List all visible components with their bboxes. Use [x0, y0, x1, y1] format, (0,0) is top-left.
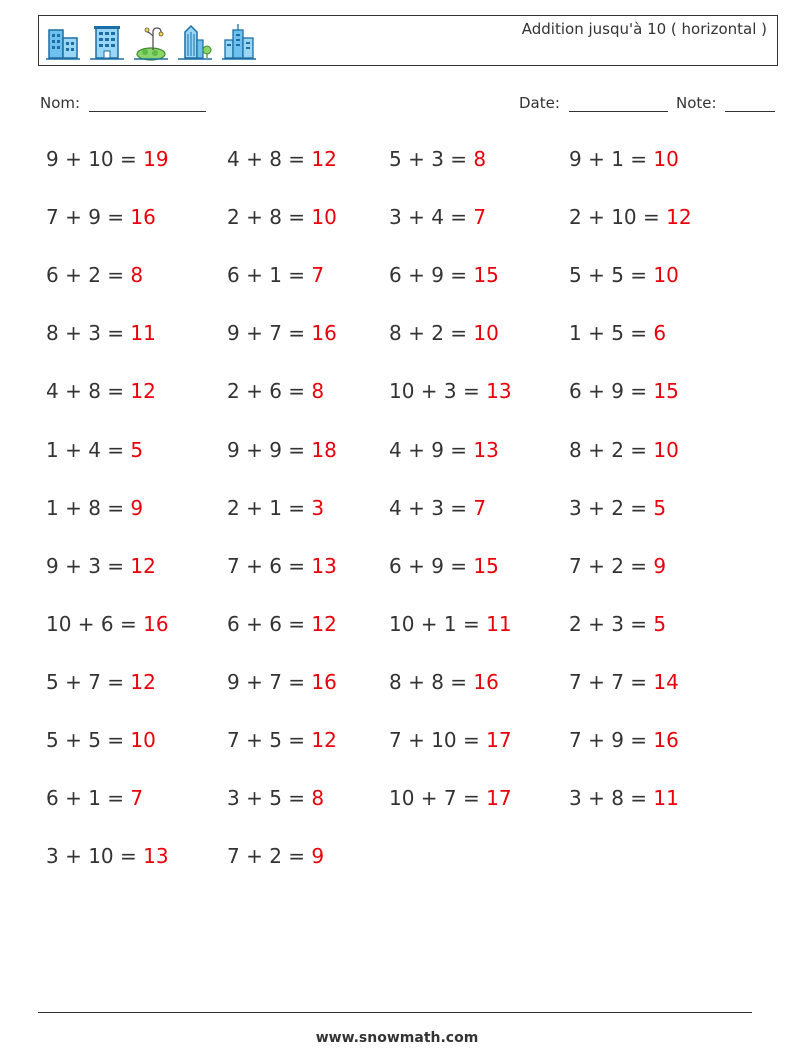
problem-item	[569, 438, 679, 462]
name-label: Nom:	[40, 94, 81, 112]
park-lamp-icon	[133, 22, 169, 62]
problem-answer: 19	[143, 147, 169, 171]
problem-item	[389, 379, 512, 403]
problem-answer: 8	[311, 786, 325, 810]
problem-item	[389, 728, 512, 752]
problem-answer: 16	[130, 205, 156, 229]
problem-item	[389, 496, 486, 520]
problem-answer: 12	[130, 554, 156, 578]
problem-answer: 10	[130, 728, 156, 752]
problem-item	[389, 786, 512, 810]
problem-item	[569, 205, 692, 229]
problem-question: 10 + 3 =	[389, 379, 487, 403]
problem-question: 9 + 7 =	[227, 670, 312, 694]
problem-item	[569, 263, 679, 287]
problem-question: 6 + 6 =	[227, 612, 312, 636]
problem-answer: 12	[311, 728, 337, 752]
problem-question: 8 + 8 =	[389, 670, 474, 694]
problem-item	[569, 670, 679, 694]
problem-question: 10 + 1 =	[389, 612, 487, 636]
footer-url: www.snowmath.com	[315, 1030, 479, 1046]
problem-question: 7 + 7 =	[569, 670, 654, 694]
problem-question: 4 + 9 =	[389, 438, 474, 462]
problem-answer: 10	[473, 321, 499, 345]
problem-item	[46, 670, 156, 694]
problem-question: 9 + 9 =	[227, 438, 312, 462]
problem-item	[227, 554, 337, 578]
problem-item	[227, 263, 324, 287]
problem-answer: 10	[653, 147, 679, 171]
problem-answer: 17	[486, 728, 512, 752]
problem-answer: 12	[130, 670, 156, 694]
problem-question: 8 + 2 =	[389, 321, 474, 345]
problem-question: 7 + 2 =	[227, 844, 312, 868]
problem-question: 5 + 5 =	[46, 728, 131, 752]
problem-item	[389, 205, 486, 229]
problem-question: 6 + 9 =	[389, 263, 474, 287]
problem-answer: 16	[653, 728, 679, 752]
problem-answer: 5	[653, 496, 667, 520]
problem-item	[227, 438, 337, 462]
problem-item	[569, 147, 679, 171]
problem-item	[227, 670, 337, 694]
problem-answer: 7	[473, 205, 487, 229]
icon-strip	[45, 22, 257, 62]
problem-answer: 8	[130, 263, 144, 287]
problem-question: 5 + 7 =	[46, 670, 131, 694]
problem-question: 2 + 10 =	[569, 205, 667, 229]
problem-item	[227, 321, 337, 345]
problem-answer: 12	[311, 612, 337, 636]
problem-answer: 10	[653, 438, 679, 462]
name-blank[interactable]	[89, 97, 206, 112]
problem-item	[569, 321, 666, 345]
problem-question: 7 + 2 =	[569, 554, 654, 578]
problem-item	[389, 263, 499, 287]
problem-question: 9 + 10 =	[46, 147, 144, 171]
problem-item	[46, 786, 143, 810]
problem-question: 1 + 5 =	[569, 321, 654, 345]
problem-question: 9 + 3 =	[46, 554, 131, 578]
problem-answer: 13	[473, 438, 499, 462]
problem-answer: 7	[311, 263, 325, 287]
problem-item	[46, 554, 156, 578]
note-blank[interactable]	[725, 97, 775, 112]
problem-item	[46, 263, 143, 287]
problem-item	[46, 147, 169, 171]
problem-answer: 7	[130, 786, 144, 810]
problem-question: 10 + 7 =	[389, 786, 487, 810]
problem-question: 7 + 5 =	[227, 728, 312, 752]
problem-question: 7 + 9 =	[569, 728, 654, 752]
apartment-building-icon	[89, 22, 125, 62]
problem-item	[227, 379, 324, 403]
problem-question: 4 + 8 =	[46, 379, 131, 403]
problem-item	[389, 438, 499, 462]
problem-question: 2 + 6 =	[227, 379, 312, 403]
problem-answer: 16	[473, 670, 499, 694]
problem-item	[389, 147, 486, 171]
problem-item	[227, 205, 337, 229]
problem-item	[46, 612, 169, 636]
problem-answer: 15	[473, 554, 499, 578]
problem-question: 6 + 1 =	[46, 786, 131, 810]
problem-item	[569, 728, 679, 752]
problem-answer: 18	[311, 438, 337, 462]
problem-question: 8 + 2 =	[569, 438, 654, 462]
date-blank[interactable]	[569, 97, 668, 112]
worksheet-title: Addition jusqu'à 10 ( horizontal )	[521, 20, 767, 38]
problem-item	[227, 844, 324, 868]
problem-answer: 7	[473, 496, 487, 520]
problem-question: 6 + 9 =	[569, 379, 654, 403]
problem-question: 3 + 10 =	[46, 844, 144, 868]
problem-question: 3 + 4 =	[389, 205, 474, 229]
problem-question: 1 + 8 =	[46, 496, 131, 520]
problem-answer: 10	[653, 263, 679, 287]
problem-question: 9 + 1 =	[569, 147, 654, 171]
note-field	[676, 94, 775, 112]
city-buildings-icon	[221, 22, 257, 62]
problem-answer: 15	[473, 263, 499, 287]
problem-answer: 10	[311, 205, 337, 229]
problem-item	[46, 438, 143, 462]
problem-item	[389, 321, 499, 345]
problem-answer: 16	[311, 670, 337, 694]
problem-answer: 5	[130, 438, 144, 462]
problem-question: 1 + 4 =	[46, 438, 131, 462]
problem-answer: 12	[130, 379, 156, 403]
problem-question: 6 + 9 =	[389, 554, 474, 578]
problem-answer: 13	[311, 554, 337, 578]
problem-answer: 16	[311, 321, 337, 345]
problem-question: 2 + 1 =	[227, 496, 312, 520]
problem-answer: 13	[143, 844, 169, 868]
problem-answer: 14	[653, 670, 679, 694]
problem-item	[227, 786, 324, 810]
problem-item	[46, 728, 156, 752]
date-label: Date:	[519, 94, 560, 112]
footer-divider	[38, 1012, 752, 1013]
problem-item	[389, 612, 512, 636]
problem-answer: 5	[653, 612, 667, 636]
problem-question: 5 + 3 =	[389, 147, 474, 171]
problem-question: 2 + 8 =	[227, 205, 312, 229]
problem-answer: 11	[486, 612, 512, 636]
problem-answer: 12	[666, 205, 692, 229]
problem-answer: 3	[311, 496, 325, 520]
problem-answer: 9	[311, 844, 325, 868]
problem-question: 4 + 3 =	[389, 496, 474, 520]
date-field	[519, 94, 668, 112]
problem-item	[46, 844, 169, 868]
problem-item	[227, 612, 337, 636]
problem-answer: 17	[486, 786, 512, 810]
skyscraper-icon	[177, 22, 213, 62]
problem-item	[389, 554, 499, 578]
problem-answer: 8	[473, 147, 487, 171]
problem-question: 10 + 6 =	[46, 612, 144, 636]
problem-question: 2 + 3 =	[569, 612, 654, 636]
problem-item	[569, 554, 666, 578]
problem-item	[46, 379, 156, 403]
problem-item	[569, 379, 679, 403]
problem-answer: 11	[130, 321, 156, 345]
problem-answer: 9	[653, 554, 667, 578]
problem-question: 3 + 5 =	[227, 786, 312, 810]
problem-item	[569, 786, 679, 810]
problem-item	[46, 205, 156, 229]
problem-item	[46, 496, 143, 520]
problem-item	[569, 612, 666, 636]
problem-item	[569, 496, 666, 520]
problem-question: 5 + 5 =	[569, 263, 654, 287]
problem-answer: 9	[130, 496, 144, 520]
problem-question: 7 + 10 =	[389, 728, 487, 752]
problem-item	[227, 147, 337, 171]
problem-answer: 13	[486, 379, 512, 403]
problem-item	[227, 496, 324, 520]
problem-item	[389, 670, 499, 694]
problem-question: 9 + 7 =	[227, 321, 312, 345]
problem-answer: 15	[653, 379, 679, 403]
problem-question: 6 + 2 =	[46, 263, 131, 287]
problem-answer: 11	[653, 786, 679, 810]
problem-question: 3 + 2 =	[569, 496, 654, 520]
problem-answer: 8	[311, 379, 325, 403]
problem-answer: 16	[143, 612, 169, 636]
problem-answer: 12	[311, 147, 337, 171]
problem-question: 4 + 8 =	[227, 147, 312, 171]
problem-question: 3 + 8 =	[569, 786, 654, 810]
problem-question: 8 + 3 =	[46, 321, 131, 345]
name-field	[40, 94, 206, 112]
problem-question: 7 + 9 =	[46, 205, 131, 229]
problem-item	[227, 728, 337, 752]
problem-item	[46, 321, 156, 345]
header-box	[38, 15, 778, 66]
problem-answer: 6	[653, 321, 667, 345]
problem-question: 6 + 1 =	[227, 263, 312, 287]
problem-question: 7 + 6 =	[227, 554, 312, 578]
note-label: Note:	[676, 94, 717, 112]
office-building-icon	[45, 22, 81, 62]
